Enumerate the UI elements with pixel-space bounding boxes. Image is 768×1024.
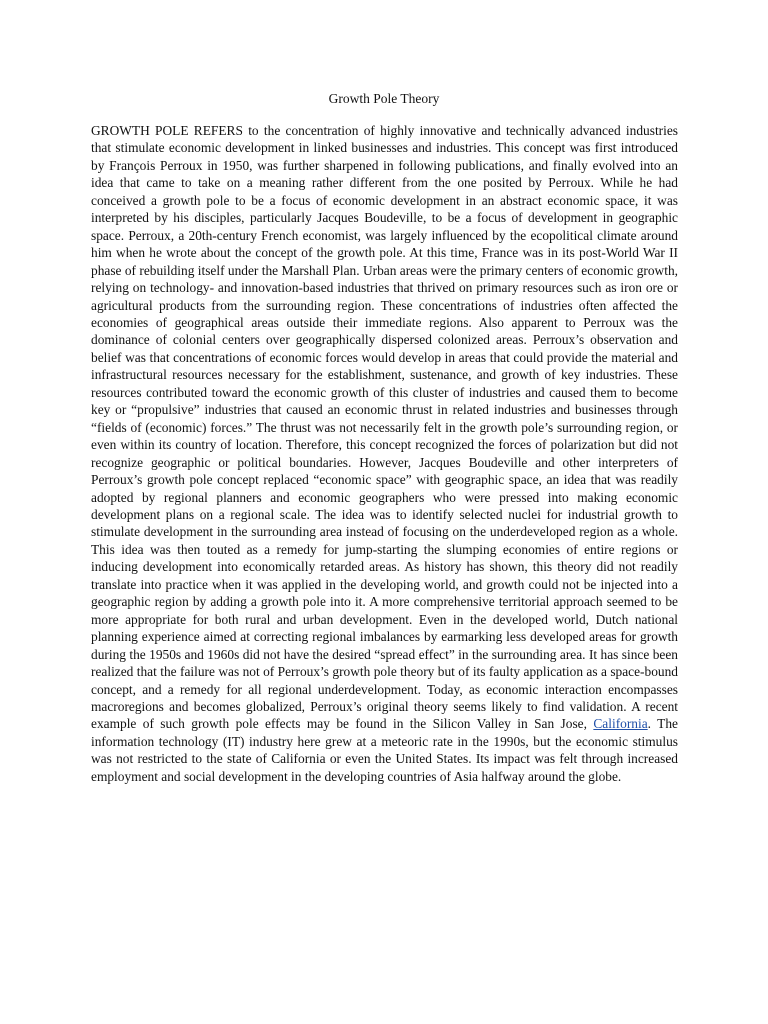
paragraph-text-before-link: GROWTH POLE REFERS to the concentration of highly innovative and technically advanced industries that stimulate economic development in linked businesses and industries. This concept was first introduced by François Perroux in 1950, was further sharpened in following publications, and finally evolved into an idea that came to take on a meaning rather different from the one posited by Perroux. While he had conceived a growth pole to be a focus of economic development in an abstract economic space, it was interpreted by his disciples, particularly Jacques Boudeville, to be a focus of development in geographic space. Perroux, a 20th-century French economist, was largely influenced by the ecopolitical climate around him when he wrote about the concept of the growth pole. At this time, France was in its post-World War II phase of rebuilding itself under the Marshall Plan. Urban areas were the primary centers of economic growth, relying on technology- and innovation-based industries that thrived on primary resources such as iron ore or agricultural products from the surrounding region. These concentrations of industries often affected the economies of geographical areas outside their immediate regions. Also apparent to Perroux was the dominance of colonial centers over geographically dispersed colonized areas. Perroux’s observation and belief was that concentrations of economic forces would develop in areas that could provide the material and infrastructural resources necessary for the establishment, sustenance, and growth of key industries. These resources contributed toward the economic growth of this cluster of industries and caused them to become key or “propulsive” industries that caused an economic thrust in related industries and businesses through “fields of (economic) forces.” The thrust was not necessarily felt in the growth pole’s surrounding region, or even within its country of location. Therefore, this concept recognized the forces of polarization but did not recognize geographic or political boundaries. However, Jacques Boudeville and other interpreters of Perroux’s growth pole concept replaced “economic space” with geographic space, an idea that was readily adopted by regional planners and economic geographers who were pressed into making economic development plans on a regional scale. The idea was to identify selected nuclei for industrial growth to stimulate development in the surrounding area instead of focusing on the underdeveloped region as a whole. This idea was then touted as a remedy for jump-starting the slumping economies of entire regions or inducing development into economically retarded areas. As history has shown, this theory did not readily translate into practice when it was applied in the developing world, and growth could not be injected into a geographic region by adding a growth pole into it. A more comprehensive territorial approach seemed to be more appropriate for both rural and urban development. Even in the developed world, Dutch national planning experience aimed at correcting regional imbalances by earmarking less developed areas for growth during the 1950s and 1960s did not have the desired “spread effect” in the surrounding area. It has since been realized that the failure was not of Perroux’s growth pole theory but of its faulty application as a space-bound concept, and a remedy for all regional underdevelopment. Today, as economic interaction encompasses macroregions and becomes globalized, Perroux’s original theory seems likely to find validation. A recent example of such growth pole effects may be found in the Silicon Valley in San Jose,: [91, 123, 678, 732]
document-body-paragraph: [91, 122, 678, 785]
california-link[interactable]: California: [593, 716, 648, 732]
paragraph-text-after-link: . The information technology (IT) industry here grew at a meteoric rate in the 1990s, but the economic stimulus was not restricted to the state of California or even the United States. Its impact was felt through increased employment and social development in the developing countries of Asia halfway around the globe.: [91, 716, 678, 784]
document-title: Growth Pole Theory: [328, 91, 440, 106]
